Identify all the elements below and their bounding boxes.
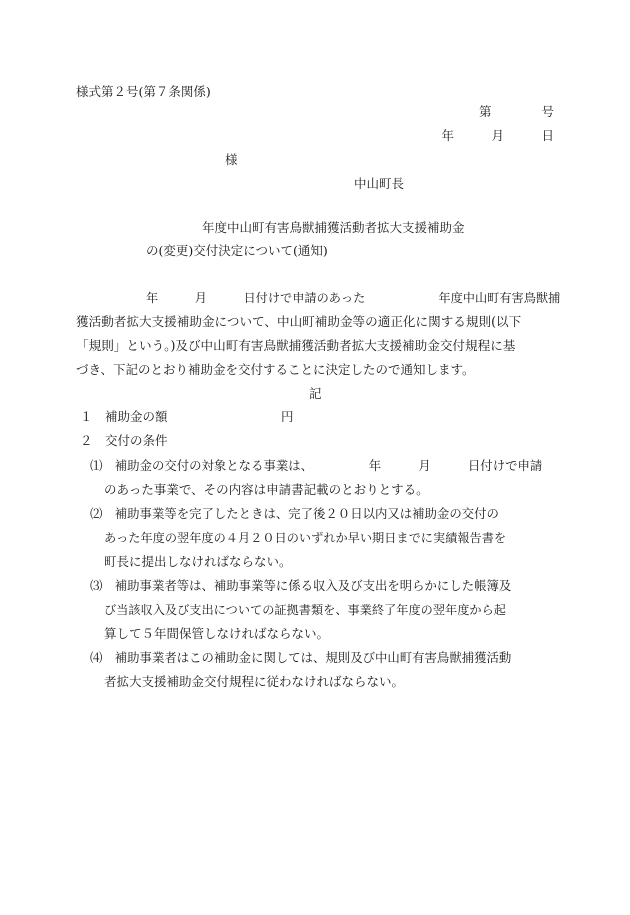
body-line-4: づき、下記のとおり補助金を交付することに決定したので通知します。 [76,362,475,377]
title-line-2: の(変更)交付決定について(通知) [146,243,328,258]
condition-2-line-2: あった年度の翌年度の４月２０日のいずれか早い期日までに実績報告書を [104,531,507,545]
document-number: 第 号 [478,104,554,119]
condition-3-line-2: び当該収入及び支出についての証拠書類を、事業終了年度の翌年度から起 [104,603,506,617]
body-line-1: 年 月 日付けで申請のあった 年度中山町有害鳥獣捕 [146,291,561,305]
condition-1-line-1: ⑴ 補助金の交付の対象となる事業は、 年 月 日付けで申請 [90,458,543,473]
addressee: 様 [225,152,238,167]
body-line-2: 獲活動者拡大支援補助金について、中山町補助金等の適正化に関する規則(以下 [76,314,522,329]
body-line-3: 「規則」という。)及び中山町有害鳥獣捕獲活動者拡大支援補助金交付規程に基 [76,338,516,353]
section-1-label: １ 補助金の額 [80,409,168,424]
amount-unit: 円 [281,409,294,424]
condition-2-line-1: ⑵ 補助事業等を完了したときは、完了後２０日以内又は補助金の交付の [90,506,499,521]
title-line-1: 年度中山町有害鳥獣捕獲活動者拡大支援補助金 [202,220,465,235]
condition-3-line-3: 算して５年間保管しなければならない。 [104,626,330,641]
condition-3-line-1: ⑶ 補助事業者等は、補助事業等に係る収入及び支出を明らかにした帳簿及 [90,578,512,593]
form-number: 様式第２号(第７条関係) [76,84,211,99]
condition-4-line-2: 者拡大支援補助金交付規程に従わなければならない。 [104,674,405,689]
section-2-label: ２ 交付の条件 [80,433,168,448]
condition-1-line-2: のあった事業で、その内容は申請書記載のとおりとする。 [104,482,429,497]
condition-4-line-1: ⑷ 補助事業者はこの補助金に関しては、規則及び中山町有害鳥獣捕獲活動 [90,650,512,665]
issue-date: 年 月 日 [441,128,554,143]
ki-heading: 記 [309,386,322,401]
condition-2-line-3: 町長に提出しなければならない。 [104,554,292,569]
issuer: 中山町長 [354,176,405,191]
